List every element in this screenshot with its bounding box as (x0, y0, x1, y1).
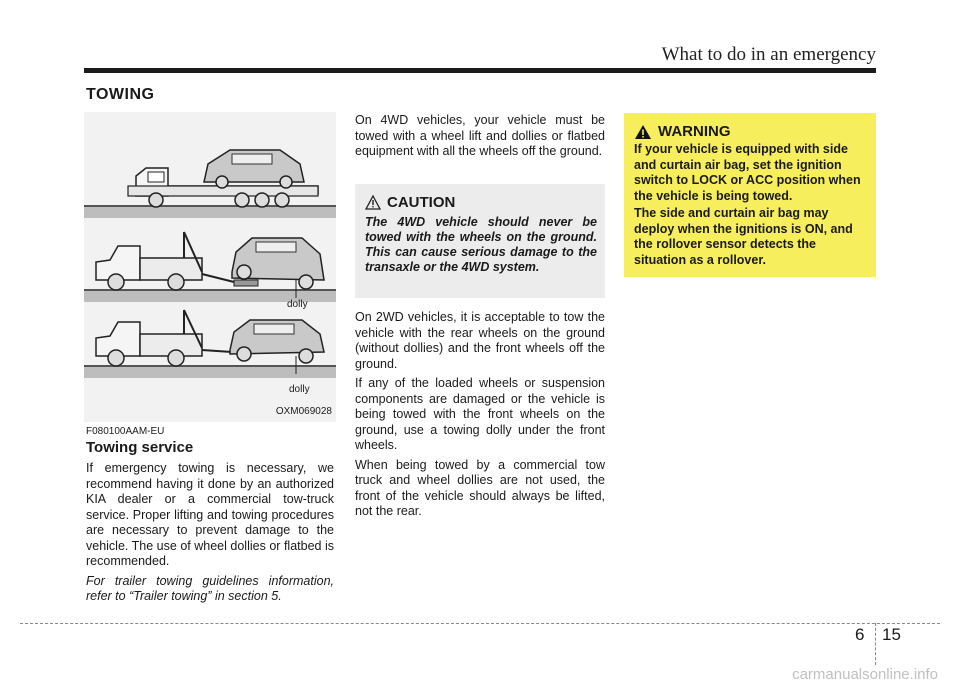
caution-box (355, 184, 605, 298)
paragraph-italic: For trailer towing guidelines information, refer to “Trailer towing” in section 5. (86, 573, 334, 603)
warning-title: WARNING (658, 123, 731, 140)
warning-triangle-icon (365, 195, 381, 210)
warning-box (624, 113, 876, 277)
caution-body: The 4WD vehicle should never be towed with the wheels on the ground. This can cause serious damage to the transaxle or the 4WD system. (365, 215, 597, 274)
column-2-bottom (355, 310, 605, 524)
section-number: 6 (855, 625, 865, 644)
footer-rule (20, 623, 940, 624)
subhead-towing-service: Towing service (86, 439, 194, 456)
header-title: What to do in an emergency (661, 44, 876, 65)
road-1 (84, 206, 336, 218)
header-rule (84, 68, 876, 73)
section-title: TOWING (86, 86, 155, 103)
warning-triangle-icon (634, 124, 652, 140)
column-1-body (86, 461, 334, 609)
warning-body (634, 142, 868, 268)
page-number: 15 (882, 625, 901, 644)
caution-title: CAUTION (387, 194, 456, 211)
caution-header (365, 194, 597, 211)
watermark: carmanualsonline.info (792, 666, 938, 683)
column-2-top (355, 113, 605, 164)
paragraph: If emergency towing is necessary, we recommend having it done by an authorized KIA dealer or a commercial tow-truck service. Proper lifting and towing procedures are necessary to prevent damage to the vehicle. The use of wheel dollies or flatbed is recommended. (86, 461, 334, 568)
paragraph: If your vehicle is equipped with side and curtain air bag, set the ignition switch to LOCK or ACC position when the vehicle is being towed. (634, 142, 861, 203)
figure-code: OXM069028 (275, 406, 332, 417)
dolly-label-2: dolly (289, 384, 310, 395)
paragraph: On 2WD vehicles, it is acceptable to tow the vehicle with the rear wheels on the ground (without dollies) and the front wheels off the ground. (355, 310, 605, 371)
warning-header (634, 123, 868, 140)
paragraph: If any of the loaded wheels or suspension components are damaged or the vehicle is being towed with the front wheels on the ground, use a towing dolly under the front wheels. (355, 376, 605, 452)
paragraph: When being towed by a commercial tow truck and wheel dollies are not used, the front of the vehicle should always be lifted, not the rear. (355, 457, 605, 518)
section-code: F080100AAM-EU (86, 426, 165, 437)
page-number-divider (875, 623, 876, 665)
towing-illustration (84, 112, 336, 422)
road-3 (84, 366, 336, 378)
paragraph: On 4WD vehicles, your vehicle must be towed with a wheel lift and dollies or flatbed equipment with all the wheels off the ground. (355, 113, 605, 158)
dolly-label-1: dolly (287, 299, 308, 310)
paragraph: The side and curtain air bag may deploy when the ignitions is ON, and the rollover sensor detects the situation as a rollover. (634, 206, 853, 267)
towing-diagram (84, 112, 336, 422)
